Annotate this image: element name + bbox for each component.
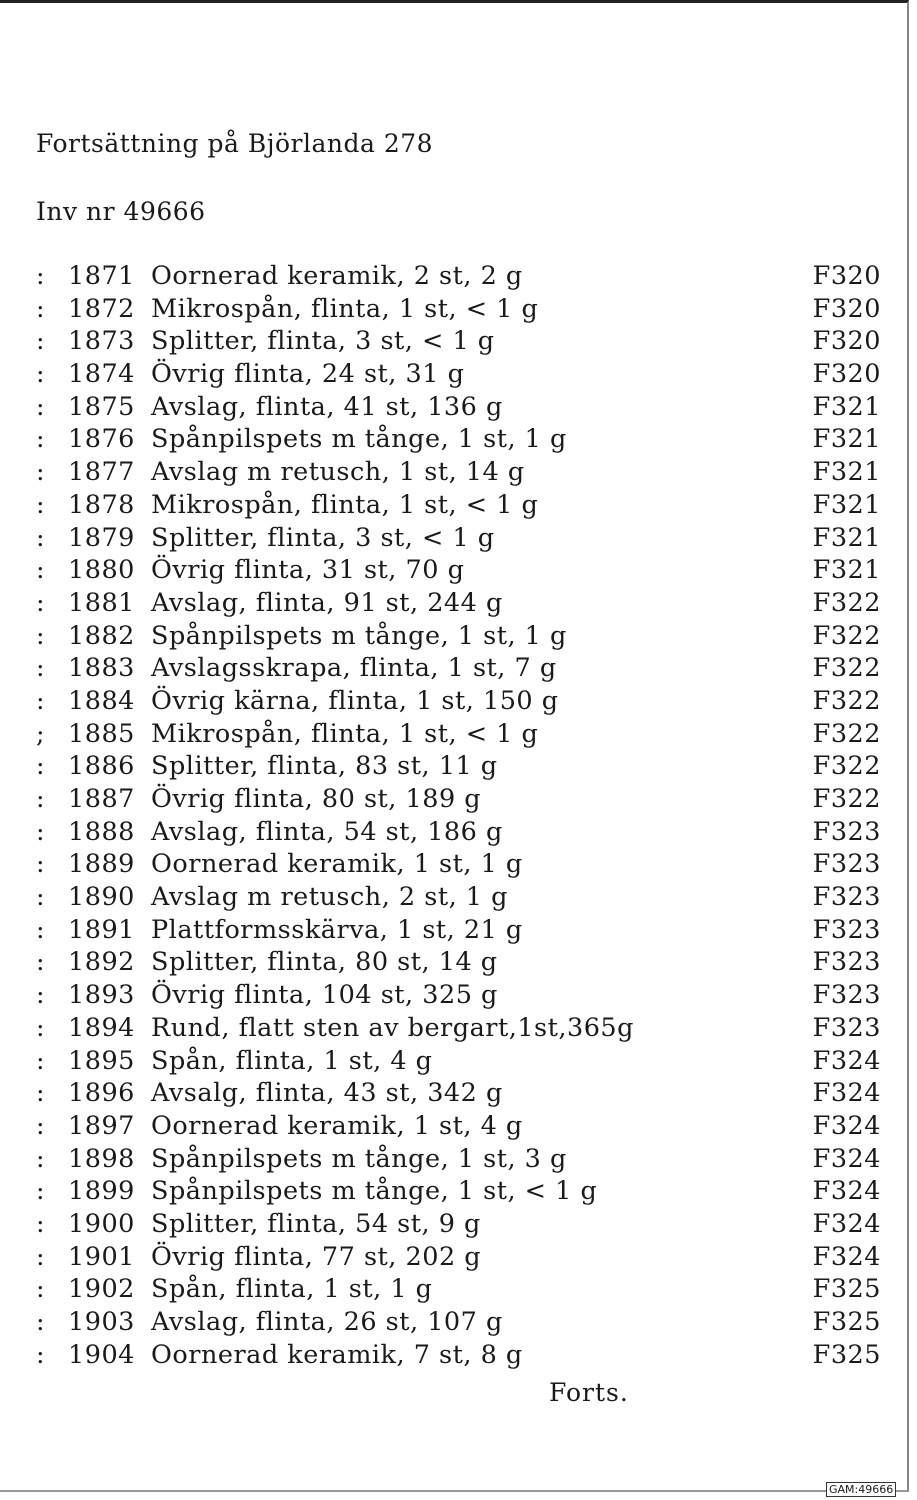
list-item	[36, 914, 881, 947]
entry-number: 1883	[68, 653, 135, 684]
entry-description: Oornerad keramik, 7 st, 8 g	[151, 1339, 523, 1370]
list-item	[36, 979, 881, 1012]
entry-number: 1893	[68, 980, 135, 1011]
list-item	[36, 1273, 881, 1306]
entry-separator: :	[36, 1012, 46, 1043]
entry-description: Oornerad keramik, 1 st, 4 g	[151, 1110, 523, 1141]
entry-number: 1901	[68, 1241, 135, 1272]
list-item	[36, 325, 881, 358]
entry-description: Plattformsskärva, 1 st, 21 g	[151, 914, 523, 945]
entry-separator: :	[36, 522, 46, 553]
entry-code: F325	[812, 1274, 881, 1305]
list-item	[36, 1077, 881, 1110]
entry-number: 1874	[68, 359, 135, 390]
entry-separator: :	[36, 849, 46, 880]
entry-separator: :	[36, 457, 46, 488]
entry-code: F324	[812, 1143, 881, 1174]
list-item	[36, 489, 881, 522]
entry-separator: :	[36, 1208, 46, 1239]
entry-description: Splitter, flinta, 80 st, 14 g	[151, 947, 498, 978]
list-item	[36, 816, 881, 849]
entry-code: F321	[812, 391, 881, 422]
entry-number: 1903	[68, 1307, 135, 1337]
entry-code: F320	[812, 326, 881, 357]
entry-separator: :	[36, 1241, 46, 1272]
entry-code: F321	[812, 457, 881, 488]
entry-description: Mikrospån, flinta, 1 st, < 1 g	[151, 489, 539, 520]
list-item	[36, 946, 881, 979]
entry-code: F321	[812, 555, 881, 586]
entry-separator: :	[36, 359, 46, 390]
list-item	[36, 652, 881, 685]
entry-code: F322	[812, 784, 881, 814]
list-item	[36, 522, 881, 555]
entry-list	[36, 260, 881, 1371]
list-item	[36, 1241, 881, 1274]
entry-description: Avslag, flinta, 41 st, 136 g	[151, 391, 503, 422]
entry-separator: :	[36, 424, 46, 455]
entry-code: F324	[812, 1208, 881, 1239]
continuation-note: Forts.	[549, 1378, 629, 1407]
entry-separator: ;	[36, 718, 46, 749]
entry-separator: :	[36, 980, 46, 1011]
list-item	[36, 293, 881, 326]
entry-separator: :	[36, 620, 46, 651]
entry-separator: :	[36, 751, 46, 782]
entry-description: Avslag, flinta, 26 st, 107 g	[151, 1307, 503, 1337]
list-item	[36, 881, 881, 914]
list-item	[36, 1339, 881, 1372]
entry-separator: :	[36, 685, 46, 716]
entry-number: 1890	[68, 882, 135, 913]
entry-code: F320	[812, 359, 881, 390]
entry-description: Oornerad keramik, 2 st, 2 g	[151, 261, 523, 291]
entry-number: 1877	[68, 457, 135, 488]
entry-code: F323	[812, 947, 881, 978]
entry-number: 1902	[68, 1274, 135, 1305]
entry-number: 1898	[68, 1143, 135, 1174]
entry-code: F324	[812, 1110, 881, 1141]
entry-code: F322	[812, 587, 881, 618]
entry-description: Övrig flinta, 77 st, 202 g	[151, 1241, 482, 1272]
entry-code: F323	[812, 1012, 881, 1043]
entry-description: Oornerad keramik, 1 st, 1 g	[151, 849, 523, 880]
entry-separator: :	[36, 784, 46, 814]
entry-number: 1875	[68, 391, 135, 422]
entry-number: 1889	[68, 849, 135, 880]
entry-description: Spånpilspets m tånge, 1 st, 3 g	[151, 1143, 567, 1174]
list-item	[36, 423, 881, 456]
entry-description: Splitter, flinta, 3 st, < 1 g	[151, 326, 495, 357]
entry-description: Spånpilspets m tånge, 1 st, 1 g	[151, 620, 567, 651]
entry-separator: :	[36, 489, 46, 520]
entry-number: 1891	[68, 914, 135, 945]
list-item	[36, 718, 881, 751]
entry-code: F323	[812, 980, 881, 1011]
entry-description: Rund, flatt sten av bergart,1st,365g	[151, 1012, 634, 1043]
entry-code: F324	[812, 1241, 881, 1272]
list-item	[36, 1175, 881, 1208]
list-item	[36, 587, 881, 620]
entry-description: Mikrospån, flinta, 1 st, < 1 g	[151, 718, 539, 749]
entry-number: 1886	[68, 751, 135, 782]
entry-description: Spån, flinta, 1 st, 4 g	[151, 1045, 433, 1076]
entry-code: F324	[812, 1078, 881, 1109]
entry-description: Avsalg, flinta, 43 st, 342 g	[151, 1078, 503, 1109]
entry-description: Avslagsskrapa, flinta, 1 st, 7 g	[151, 653, 557, 684]
entry-separator: :	[36, 293, 46, 324]
entry-description: Avslag m retusch, 1 st, 14 g	[151, 457, 525, 488]
entry-separator: :	[36, 914, 46, 945]
entry-number: 1873	[68, 326, 135, 357]
list-item	[36, 1208, 881, 1241]
entry-description: Övrig flinta, 80 st, 189 g	[151, 784, 482, 814]
entry-number: 1899	[68, 1176, 135, 1207]
list-item	[36, 783, 881, 816]
list-item	[36, 848, 881, 881]
entry-separator: :	[36, 1045, 46, 1076]
list-item	[36, 1012, 881, 1045]
list-item	[36, 750, 881, 783]
entry-code: F321	[812, 522, 881, 553]
list-item	[36, 620, 881, 653]
list-item	[36, 1143, 881, 1176]
list-item	[36, 456, 881, 489]
entry-description: Mikrospån, flinta, 1 st, < 1 g	[151, 293, 539, 324]
list-item	[36, 1045, 881, 1078]
entry-number: 1885	[68, 718, 135, 749]
entry-separator: :	[36, 882, 46, 913]
entry-code: F321	[812, 489, 881, 520]
entry-separator: :	[36, 1339, 46, 1370]
entry-code: F322	[812, 685, 881, 716]
entry-number: 1879	[68, 522, 135, 553]
entry-separator: :	[36, 1078, 46, 1109]
entry-number: 1896	[68, 1078, 135, 1109]
inventory-number: Inv nr 49666	[36, 197, 206, 226]
list-item	[36, 1306, 881, 1339]
entry-code: F321	[812, 424, 881, 455]
entry-code: F324	[812, 1176, 881, 1207]
entry-separator: :	[36, 1176, 46, 1207]
entry-description: Splitter, flinta, 54 st, 9 g	[151, 1208, 481, 1239]
entry-code: F323	[812, 849, 881, 880]
entry-separator: :	[36, 653, 46, 684]
entry-separator: :	[36, 555, 46, 586]
entry-number: 1882	[68, 620, 135, 651]
list-item	[36, 358, 881, 391]
entry-number: 1904	[68, 1339, 135, 1370]
entry-description: Avslag m retusch, 2 st, 1 g	[151, 882, 508, 913]
entry-number: 1900	[68, 1208, 135, 1239]
entry-number: 1871	[68, 261, 135, 291]
list-item	[36, 685, 881, 718]
entry-separator: :	[36, 1110, 46, 1141]
entry-code: F325	[812, 1307, 881, 1337]
list-item	[36, 554, 881, 587]
entry-separator: :	[36, 261, 46, 291]
entry-description: Spånpilspets m tånge, 1 st, 1 g	[151, 424, 567, 455]
entry-separator: :	[36, 587, 46, 618]
entry-number: 1880	[68, 555, 135, 586]
list-item	[36, 391, 881, 424]
entry-description: Övrig kärna, flinta, 1 st, 150 g	[151, 685, 559, 716]
entry-separator: :	[36, 1307, 46, 1337]
entry-number: 1872	[68, 293, 135, 324]
entry-number: 1884	[68, 685, 135, 716]
entry-code: F322	[812, 620, 881, 651]
entry-description: Splitter, flinta, 83 st, 11 g	[151, 751, 498, 782]
entry-description: Avslag, flinta, 91 st, 244 g	[151, 587, 503, 618]
entry-description: Övrig flinta, 31 st, 70 g	[151, 555, 465, 586]
entry-code: F320	[812, 261, 881, 291]
list-item	[36, 260, 881, 293]
entry-number: 1894	[68, 1012, 135, 1043]
entry-code: F323	[812, 816, 881, 847]
entry-description: Avslag, flinta, 54 st, 186 g	[151, 816, 503, 847]
entry-code: F325	[812, 1339, 881, 1370]
entry-code: F323	[812, 914, 881, 945]
entry-code: F322	[812, 751, 881, 782]
entry-description: Övrig flinta, 24 st, 31 g	[151, 359, 465, 390]
entry-number: 1895	[68, 1045, 135, 1076]
entry-description: Spån, flinta, 1 st, 1 g	[151, 1274, 433, 1305]
entry-description: Övrig flinta, 104 st, 325 g	[151, 980, 498, 1011]
entry-number: 1878	[68, 489, 135, 520]
entry-code: F322	[812, 718, 881, 749]
archive-stamp: GAM:49666	[826, 1482, 896, 1497]
entry-code: F323	[812, 882, 881, 913]
entry-number: 1892	[68, 947, 135, 978]
entry-separator: :	[36, 816, 46, 847]
entry-number: 1897	[68, 1110, 135, 1141]
entry-number: 1887	[68, 784, 135, 814]
entry-number: 1876	[68, 424, 135, 455]
entry-code: F320	[812, 293, 881, 324]
entry-separator: :	[36, 1143, 46, 1174]
entry-separator: :	[36, 1274, 46, 1305]
entry-code: F324	[812, 1045, 881, 1076]
entry-separator: :	[36, 947, 46, 978]
entry-description: Spånpilspets m tånge, 1 st, < 1 g	[151, 1176, 598, 1207]
entry-separator: :	[36, 391, 46, 422]
entry-number: 1888	[68, 816, 135, 847]
list-item	[36, 1110, 881, 1143]
document-title: Fortsättning på Björlanda 278	[36, 129, 434, 158]
entry-code: F322	[812, 653, 881, 684]
entry-separator: :	[36, 326, 46, 357]
entry-description: Splitter, flinta, 3 st, < 1 g	[151, 522, 495, 553]
entry-number: 1881	[68, 587, 135, 618]
